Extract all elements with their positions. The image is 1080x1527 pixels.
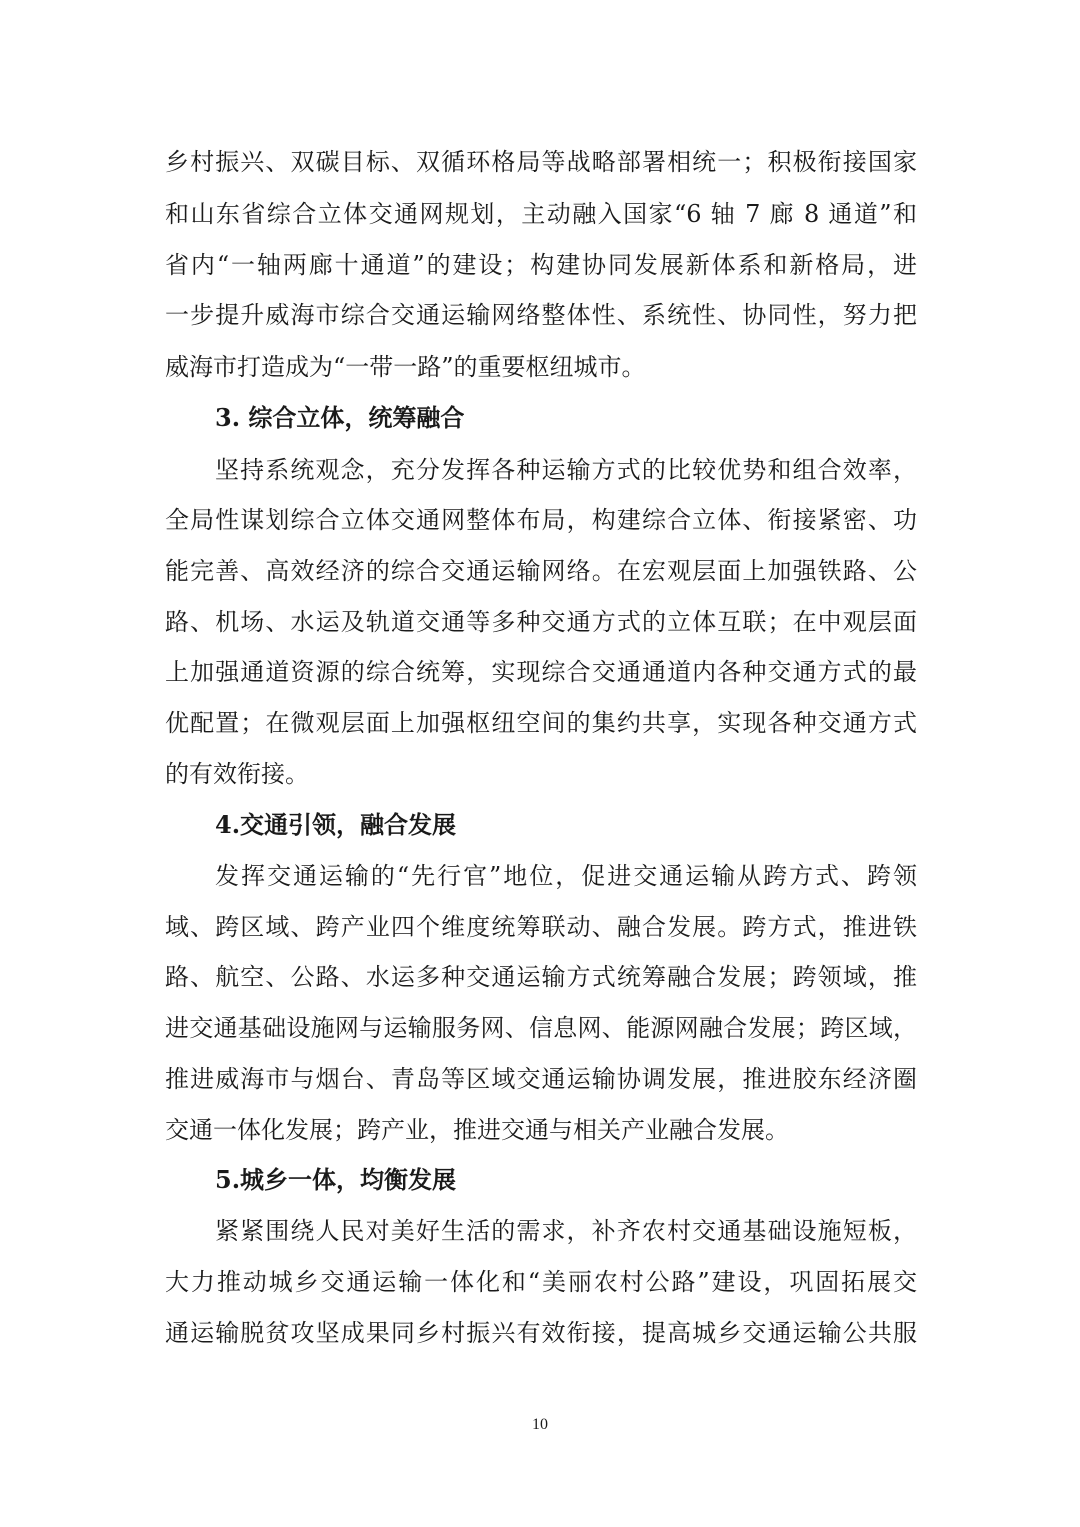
paragraph-line: 上加强通道资源的综合统筹，实现综合交通通道内各种交通方式的最: [165, 658, 917, 686]
paragraph-line: 发挥交通运输的“先行官”地位，促进交通运输从跨方式、跨领: [215, 862, 917, 890]
paragraph-line: 交通一体化发展；跨产业，推进交通与相关产业融合发展。: [165, 1116, 789, 1144]
paragraph-line: 能完善、高效经济的综合交通运输网络。在宏观层面上加强铁路、公: [165, 557, 917, 585]
paragraph-line: 省内“一轴两廊十通道”的建设；构建协同发展新体系和新格局，进: [165, 251, 917, 279]
paragraph-line: 路、航空、公路、水运多种交通运输方式统筹融合发展；跨领域，推: [165, 963, 917, 991]
section-5-heading: 5.城乡一体，均衡发展: [215, 1165, 457, 1194]
paragraph-line: 乡村振兴、双碳目标、双循环格局等战略部署相统一；积极衔接国家: [165, 148, 917, 176]
paragraph-line: 优配置；在微观层面上加强枢纽空间的集约共享，实现各种交通方式: [165, 709, 917, 737]
paragraph-line: 一步提升威海市综合交通运输网络整体性、系统性、协同性，努力把: [165, 301, 917, 329]
paragraph-line: 域、跨区域、跨产业四个维度统筹联动、融合发展。跨方式，推进铁: [165, 913, 917, 941]
paragraph-line: 紧紧围绕人民对美好生活的需求，补齐农村交通基础设施短板，: [215, 1217, 917, 1245]
section-3-heading: 3. 综合立体，统筹融合: [215, 403, 465, 432]
paragraph-line: 威海市打造成为“一带一路”的重要枢纽城市。: [165, 353, 646, 381]
paragraph-line: 和山东省综合立体交通网规划，主动融入国家“6 轴 7 廊 8 通道”和: [165, 200, 917, 228]
page-number: 10: [532, 1416, 548, 1433]
paragraph-line: 大力推动城乡交通运输一体化和“美丽农村公路”建设，巩固拓展交: [165, 1268, 917, 1296]
paragraph-line: 坚持系统观念，充分发挥各种运输方式的比较优势和组合效率，: [215, 456, 917, 484]
paragraph-line: 推进威海市与烟台、青岛等区域交通运输协调发展，推进胶东经济圈: [165, 1065, 917, 1093]
paragraph-line: 的有效衔接。: [165, 760, 309, 788]
paragraph-line: 路、机场、水运及轨道交通等多种交通方式的立体互联；在中观层面: [165, 608, 917, 636]
paragraph-line: 进交通基础设施网与运输服务网、信息网、能源网融合发展；跨区域，: [165, 1014, 917, 1042]
section-4-heading: 4.交通引领，融合发展: [215, 810, 457, 839]
paragraph-line: 全局性谋划综合立体交通网整体布局，构建综合立体、衔接紧密、功: [165, 506, 917, 534]
paragraph-line: 通运输脱贫攻坚成果同乡村振兴有效衔接，提高城乡交通运输公共服: [165, 1319, 917, 1347]
